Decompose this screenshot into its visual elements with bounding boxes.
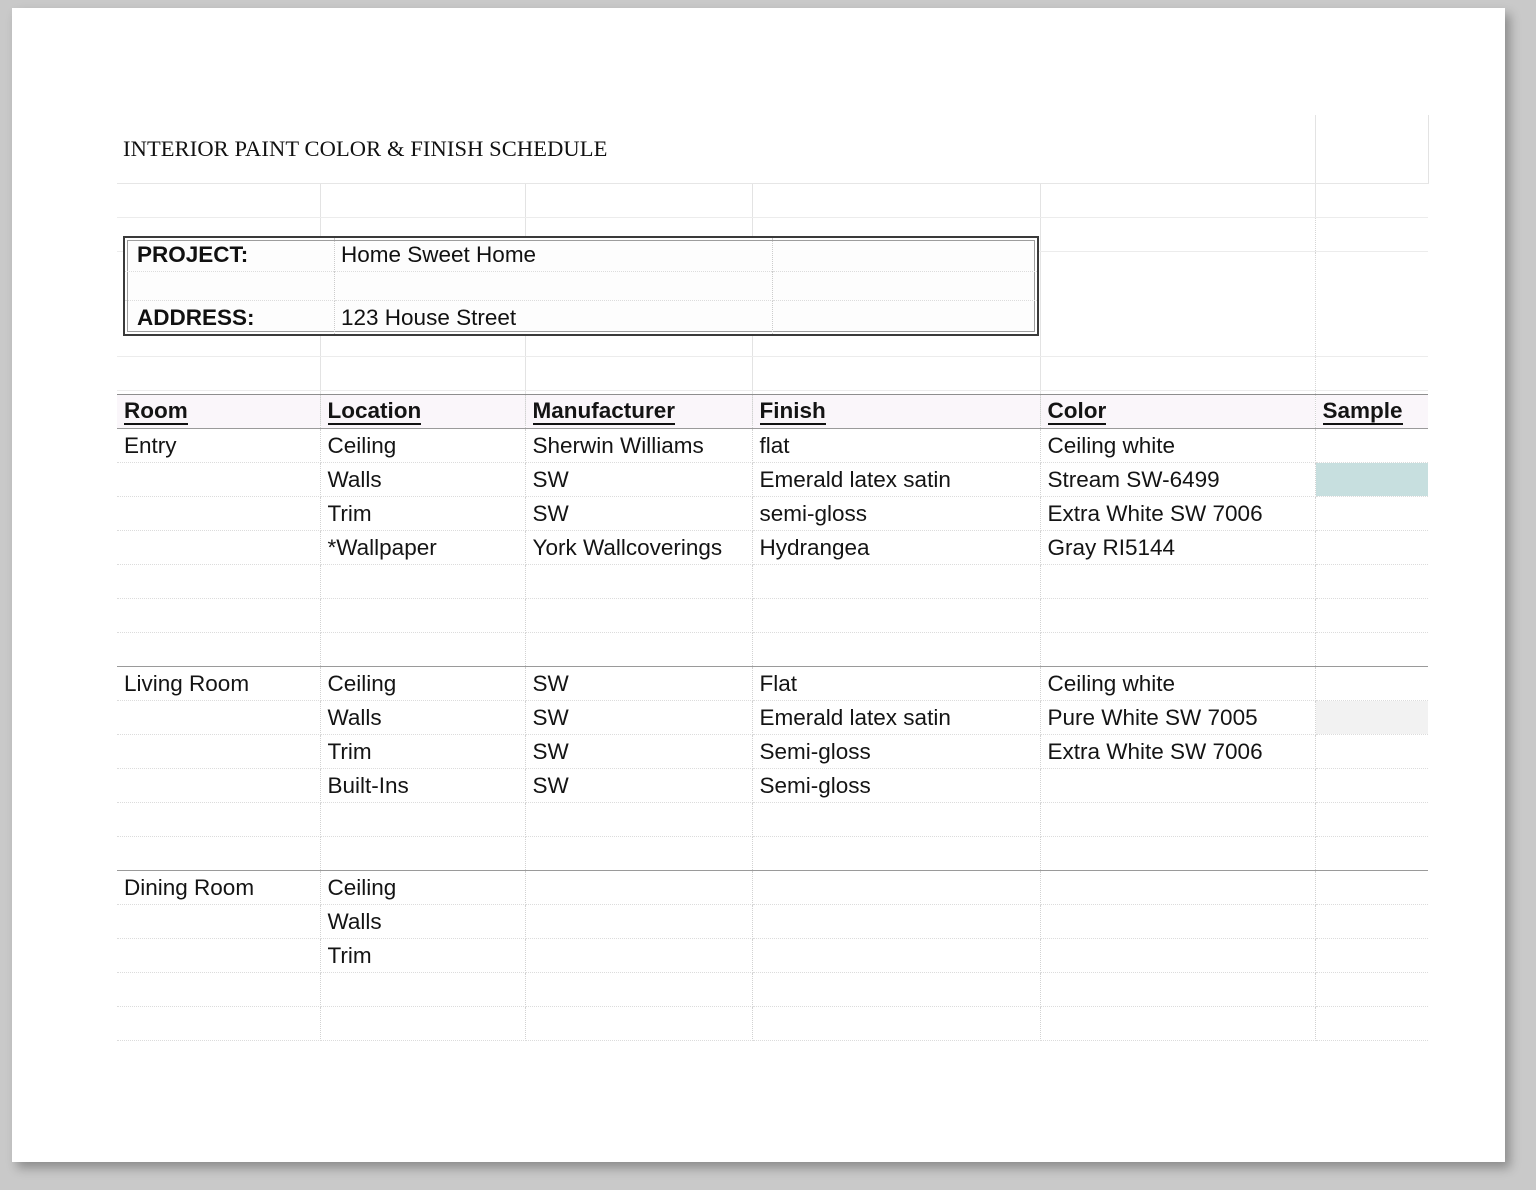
table-row <box>117 497 1428 531</box>
cell-room[interactable]: Living Room <box>117 667 320 701</box>
cell-sample-swatch[interactable] <box>1315 701 1428 735</box>
address-row-spacer <box>773 301 1038 335</box>
cell-sample-swatch[interactable] <box>1315 803 1428 837</box>
cell-sample-swatch[interactable] <box>1315 565 1428 599</box>
cell-room[interactable]: Entry <box>117 429 320 463</box>
cell-sample-swatch[interactable] <box>1315 973 1428 1007</box>
spacer-cell <box>752 184 1040 218</box>
cell-finish[interactable] <box>752 1007 1040 1041</box>
project-row-spacer <box>773 238 1038 272</box>
cell-finish[interactable] <box>752 565 1040 599</box>
cell-finish[interactable] <box>752 939 1040 973</box>
cell-finish[interactable] <box>752 871 1040 905</box>
cell-manufacturer[interactable]: SW <box>525 769 752 803</box>
cell-sample-swatch[interactable] <box>1315 463 1428 497</box>
cell-location[interactable] <box>320 803 525 837</box>
project-label: PROJECT: <box>125 238 335 272</box>
spacer-cell <box>1315 252 1428 357</box>
column-header-label: Sample <box>1322 398 1403 424</box>
cell-color[interactable] <box>1040 973 1315 1007</box>
spacer-cell <box>320 184 525 218</box>
table-row <box>117 735 1428 769</box>
table-row <box>117 769 1428 803</box>
cell-sample-swatch[interactable] <box>1315 497 1428 531</box>
table-row <box>117 701 1428 735</box>
cell-room[interactable] <box>117 735 320 769</box>
cell-room[interactable] <box>117 701 320 735</box>
spacer-cell <box>525 357 752 391</box>
info-divider-cell <box>125 272 335 301</box>
cell-room[interactable] <box>117 633 320 667</box>
cell-room[interactable] <box>117 531 320 565</box>
table-row <box>117 939 1428 973</box>
cell-location[interactable]: Ceiling <box>320 871 525 905</box>
cell-finish[interactable]: Semi-gloss <box>752 769 1040 803</box>
cell-location[interactable]: Ceiling <box>320 667 525 701</box>
table-row <box>117 871 1428 905</box>
cell-color[interactable] <box>1040 633 1315 667</box>
column-header-manufacturer <box>525 395 752 429</box>
cell-color[interactable] <box>1040 1007 1315 1041</box>
cell-location[interactable]: Trim <box>320 497 525 531</box>
cell-location[interactable]: Trim <box>320 735 525 769</box>
cell-location[interactable] <box>320 565 525 599</box>
cell-location[interactable]: Built-Ins <box>320 769 525 803</box>
cell-room[interactable] <box>117 565 320 599</box>
cell-room[interactable] <box>117 463 320 497</box>
cell-sample-swatch[interactable] <box>1315 599 1428 633</box>
cell-location[interactable]: *Wallpaper <box>320 531 525 565</box>
cell-finish[interactable]: Semi-gloss <box>752 735 1040 769</box>
spacer-cell <box>117 357 320 391</box>
cell-sample-swatch[interactable] <box>1315 429 1428 463</box>
cell-manufacturer[interactable] <box>525 973 752 1007</box>
cell-manufacturer[interactable]: SW <box>525 701 752 735</box>
cell-manufacturer[interactable]: SW <box>525 463 752 497</box>
title-row-spacer-cell <box>1315 115 1428 184</box>
cell-color[interactable] <box>1040 939 1315 973</box>
address-label: ADDRESS: <box>125 301 335 335</box>
column-header-label: Manufacturer <box>532 398 676 424</box>
spacer-cell <box>1315 357 1428 391</box>
cell-color[interactable] <box>1040 565 1315 599</box>
cell-finish[interactable] <box>752 973 1040 1007</box>
cell-sample-swatch[interactable] <box>1315 837 1428 871</box>
column-header-sample <box>1315 395 1428 429</box>
column-header-room <box>117 395 320 429</box>
cell-manufacturer[interactable]: SW <box>525 667 752 701</box>
spacer-cell <box>117 184 320 218</box>
cell-color[interactable]: Gray RI5144 <box>1040 531 1315 565</box>
column-header-color <box>1040 395 1315 429</box>
column-header-label: Finish <box>759 398 826 424</box>
table-row <box>117 1007 1428 1041</box>
spacer-cell <box>320 357 525 391</box>
cell-room[interactable] <box>117 803 320 837</box>
cell-color[interactable]: Stream SW-6499 <box>1040 463 1315 497</box>
cell-color[interactable] <box>1040 837 1315 871</box>
table-row <box>117 667 1428 701</box>
info-divider-cell <box>773 272 1038 301</box>
spacer-cell <box>1040 357 1315 391</box>
cell-sample-swatch[interactable] <box>1315 531 1428 565</box>
cell-finish[interactable]: flat <box>752 429 1040 463</box>
cell-manufacturer[interactable]: York Wallcoverings <box>525 531 752 565</box>
table-row <box>117 565 1428 599</box>
cell-color[interactable]: Ceiling white <box>1040 667 1315 701</box>
spacer-cell <box>1315 218 1428 252</box>
table-row <box>117 463 1428 497</box>
cell-sample-swatch[interactable] <box>1315 735 1428 769</box>
cell-finish[interactable]: Hydrangea <box>752 531 1040 565</box>
cell-color[interactable] <box>1040 905 1315 939</box>
column-header-location <box>320 395 525 429</box>
table-row <box>117 973 1428 1007</box>
address-row <box>125 301 1037 335</box>
cell-color[interactable] <box>1040 769 1315 803</box>
table-row <box>117 429 1428 463</box>
info-divider-cell <box>335 272 773 301</box>
table-row <box>117 905 1428 939</box>
cell-room[interactable] <box>117 769 320 803</box>
cell-sample-swatch[interactable] <box>1315 1007 1428 1041</box>
cell-room[interactable] <box>117 837 320 871</box>
spacer-cell <box>752 357 1040 391</box>
cell-finish[interactable] <box>752 837 1040 871</box>
info-divider-row <box>125 272 1037 301</box>
cell-finish[interactable]: semi-gloss <box>752 497 1040 531</box>
cell-sample-swatch[interactable] <box>1315 905 1428 939</box>
cell-manufacturer[interactable] <box>525 633 752 667</box>
project-info-box <box>123 236 1039 336</box>
cell-color[interactable] <box>1040 871 1315 905</box>
column-header-label: Location <box>327 398 422 424</box>
cell-sample-swatch[interactable] <box>1315 667 1428 701</box>
column-header-label: Room <box>124 398 188 424</box>
cell-manufacturer[interactable] <box>525 803 752 837</box>
spacer-cell <box>1040 184 1315 218</box>
project-value[interactable]: Home Sweet Home <box>335 238 773 272</box>
project-info-table <box>125 238 1037 334</box>
spacer-cell <box>525 184 752 218</box>
cell-location[interactable] <box>320 1007 525 1041</box>
spacer-cell <box>1040 218 1315 252</box>
paint-schedule-table-wrapper <box>117 394 1428 1041</box>
spacer-row-4 <box>117 357 1428 391</box>
cell-room[interactable] <box>117 1007 320 1041</box>
cell-room[interactable]: Dining Room <box>117 871 320 905</box>
table-row <box>117 599 1428 633</box>
cell-color[interactable]: Pure White SW 7005 <box>1040 701 1315 735</box>
cell-location[interactable] <box>320 633 525 667</box>
cell-color[interactable] <box>1040 599 1315 633</box>
cell-color[interactable]: Extra White SW 7006 <box>1040 497 1315 531</box>
document-page <box>12 8 1505 1162</box>
table-body <box>117 429 1428 1041</box>
cell-sample-swatch[interactable] <box>1315 871 1428 905</box>
cell-manufacturer[interactable]: SW <box>525 497 752 531</box>
table-row <box>117 803 1428 837</box>
cell-finish[interactable] <box>752 633 1040 667</box>
cell-room[interactable] <box>117 905 320 939</box>
page-title: INTERIOR PAINT COLOR & FINISH SCHEDULE <box>117 115 1315 184</box>
cell-manufacturer[interactable] <box>525 599 752 633</box>
title-row <box>117 115 1428 184</box>
cell-manufacturer[interactable]: Sherwin Williams <box>525 429 752 463</box>
cell-location[interactable] <box>320 599 525 633</box>
cell-room[interactable] <box>117 973 320 1007</box>
cell-location[interactable]: Trim <box>320 939 525 973</box>
cell-color[interactable]: Ceiling white <box>1040 429 1315 463</box>
cell-location[interactable] <box>320 973 525 1007</box>
cell-manufacturer[interactable]: SW <box>525 735 752 769</box>
cell-location[interactable] <box>320 837 525 871</box>
cell-manufacturer[interactable] <box>525 565 752 599</box>
column-header-finish <box>752 395 1040 429</box>
project-row <box>125 238 1037 272</box>
spacer-cell <box>1040 252 1315 357</box>
cell-room[interactable] <box>117 497 320 531</box>
cell-location[interactable]: Walls <box>320 905 525 939</box>
cell-sample-swatch[interactable] <box>1315 939 1428 973</box>
table-header-row <box>117 395 1428 429</box>
cell-color[interactable] <box>1040 803 1315 837</box>
cell-sample-swatch[interactable] <box>1315 769 1428 803</box>
column-header-label: Color <box>1047 398 1107 424</box>
table-row <box>117 531 1428 565</box>
cell-manufacturer[interactable] <box>525 905 752 939</box>
cell-room[interactable] <box>117 599 320 633</box>
table-row <box>117 837 1428 871</box>
cell-location[interactable]: Walls <box>320 463 525 497</box>
cell-finish[interactable]: Emerald latex satin <box>752 463 1040 497</box>
cell-finish[interactable] <box>752 905 1040 939</box>
address-value[interactable]: 123 House Street <box>335 301 773 335</box>
cell-sample-swatch[interactable] <box>1315 633 1428 667</box>
cell-finish[interactable] <box>752 803 1040 837</box>
table-row <box>117 633 1428 667</box>
cell-color[interactable]: Extra White SW 7006 <box>1040 735 1315 769</box>
cell-finish[interactable]: Emerald latex satin <box>752 701 1040 735</box>
cell-manufacturer[interactable] <box>525 939 752 973</box>
cell-location[interactable]: Ceiling <box>320 429 525 463</box>
cell-manufacturer[interactable] <box>525 837 752 871</box>
table-head <box>117 395 1428 429</box>
cell-manufacturer[interactable] <box>525 1007 752 1041</box>
cell-room[interactable] <box>117 939 320 973</box>
cell-manufacturer[interactable] <box>525 871 752 905</box>
spacer-row-1 <box>117 184 1428 218</box>
spacer-cell <box>1315 184 1428 218</box>
cell-finish[interactable]: Flat <box>752 667 1040 701</box>
cell-location[interactable]: Walls <box>320 701 525 735</box>
paint-schedule-table <box>117 394 1428 1041</box>
cell-finish[interactable] <box>752 599 1040 633</box>
